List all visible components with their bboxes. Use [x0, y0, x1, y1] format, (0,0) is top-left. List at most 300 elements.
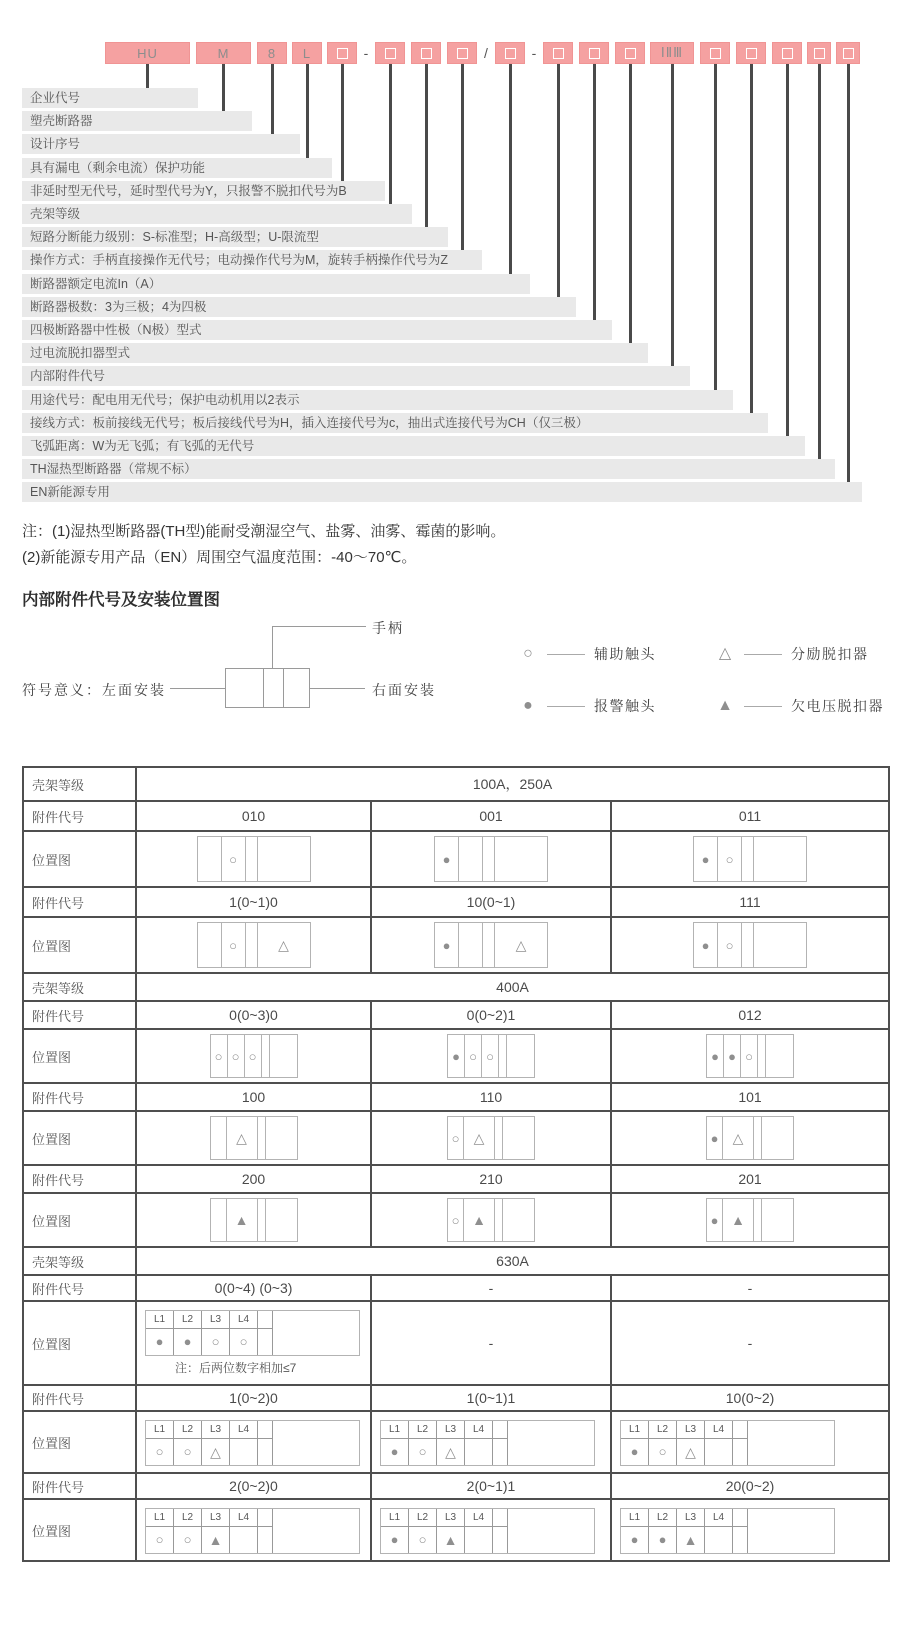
pole-header-cell: L2 — [409, 1421, 437, 1439]
pole-header-cell — [733, 1421, 748, 1439]
pole-header-cell: L1 — [621, 1509, 649, 1527]
frame-row-label: 壳架等级 — [23, 1247, 136, 1275]
diagram-slot — [483, 837, 495, 881]
legend-item — [715, 644, 869, 664]
legend-item-label: 分励脱扣器 — [791, 646, 869, 662]
code-label-bar: EN新能源专用 — [22, 482, 862, 502]
position-cell — [136, 1411, 371, 1473]
code-label-bar: 接线方式：板前接线无代号；板后接线代号为H，插入连接代号为c，抽出式连接代号为CH（仅三极） — [22, 413, 768, 433]
placeholder-square-icon — [385, 48, 396, 59]
code-line — [146, 64, 149, 91]
frame-value: 400A — [136, 973, 889, 1001]
diagram-slot — [718, 837, 742, 881]
contact-symbol-icon: ○ — [248, 1048, 257, 1064]
diagram-slot — [495, 1117, 503, 1159]
release-symbol-icon: △ — [236, 1130, 247, 1146]
code-line — [629, 64, 632, 346]
pole-header-cell — [258, 1311, 273, 1329]
code-line — [786, 64, 789, 439]
table-row — [23, 1473, 889, 1499]
contact-symbol-icon: ○ — [658, 1444, 667, 1459]
diagram-slot — [718, 923, 742, 967]
model-code-box — [495, 42, 525, 64]
diagram-slot — [146, 1527, 174, 1553]
position-diagram — [706, 1198, 794, 1242]
diagram-slot — [230, 1439, 258, 1465]
pole-header-cell — [258, 1421, 273, 1439]
legend-item — [518, 644, 656, 664]
release-symbol-icon: △ — [473, 1130, 485, 1146]
accessory-code: - — [371, 1275, 611, 1301]
accessory-code: 2(0~2)0 — [136, 1473, 371, 1499]
pole-header-cell — [493, 1509, 508, 1527]
placeholder-square-icon — [589, 48, 600, 59]
diagram-slot — [262, 1035, 270, 1077]
diagram-slot — [733, 1439, 748, 1465]
pole-diagram-box — [145, 1420, 360, 1466]
position-diagram — [137, 1420, 360, 1466]
model-code-box: M — [196, 42, 251, 64]
diagram-slot — [707, 1199, 723, 1241]
diagram-slot — [495, 1199, 503, 1241]
position-diagram — [706, 1116, 794, 1160]
accessory-code: 111 — [611, 887, 889, 917]
pole-header-cell: L2 — [649, 1421, 677, 1439]
diagram-slot — [742, 923, 754, 967]
release-symbol-icon: ▲ — [717, 697, 733, 714]
pole-header-cell: L3 — [437, 1509, 465, 1527]
contact-symbol-icon: ● — [630, 1532, 639, 1547]
placeholder-square-icon — [782, 48, 793, 59]
position-cell — [611, 1499, 889, 1561]
diagram-slot — [266, 1199, 297, 1241]
model-code-box — [375, 42, 405, 64]
code-line — [671, 64, 674, 369]
diagram-slot — [762, 1199, 793, 1241]
diagram-slot — [246, 837, 258, 881]
right-mount-label: 右面安装 — [372, 682, 436, 698]
diagram-slot — [435, 837, 459, 881]
table-row — [23, 1301, 889, 1385]
contact-symbol-icon: ○ — [523, 645, 533, 662]
table-row — [23, 1499, 889, 1561]
code-line — [341, 64, 344, 184]
note-line-1: 注：(1)湿热型断路器(TH型)能耐受潮湿空气、盐雾、油雾、霉菌的影响。 — [22, 523, 506, 540]
pole-header-cell — [733, 1509, 748, 1527]
accessory-code: 200 — [136, 1165, 371, 1193]
code-label-bar: 断路器极数：3为三极；4为四极 — [22, 297, 576, 317]
pole-header-cell: L1 — [146, 1311, 174, 1329]
position-cell — [136, 1301, 371, 1385]
pole-diagram-box — [620, 1420, 835, 1466]
diagram-slot — [437, 1439, 465, 1465]
diagram-slot — [503, 1117, 534, 1159]
release-symbol-icon: ▲ — [731, 1212, 745, 1228]
position-cell — [371, 1111, 611, 1165]
pole-diagram-box — [620, 1508, 835, 1554]
diagram-slot — [381, 1527, 409, 1553]
position-diagram — [372, 1420, 595, 1466]
placeholder-square-icon — [505, 48, 516, 59]
diagram-slot — [464, 1199, 495, 1241]
code-line — [847, 64, 850, 485]
table-row — [23, 801, 889, 831]
pole-diagram-box — [380, 1508, 595, 1554]
breaker-outline — [225, 668, 310, 708]
code-label-bar: 塑壳断路器 — [22, 111, 252, 131]
legend-line — [547, 654, 585, 655]
accessory-table — [22, 766, 890, 1562]
legend-item — [715, 696, 884, 716]
model-code-box: HU — [105, 42, 190, 64]
accessory-code: 210 — [371, 1165, 611, 1193]
position-cell — [611, 917, 889, 973]
code-label-bar: 设计序号 — [22, 134, 300, 154]
contact-symbol-icon: ● — [390, 1444, 399, 1459]
table-row — [23, 973, 889, 1001]
code-line — [222, 64, 225, 114]
table-row — [23, 1111, 889, 1165]
diagram-slot — [754, 1199, 762, 1241]
accessory-code: 012 — [611, 1001, 889, 1029]
release-symbol-icon: △ — [732, 1130, 744, 1146]
code-line — [818, 64, 821, 462]
handle-label: 手柄 — [372, 620, 404, 636]
handle-line-vertical — [272, 626, 273, 668]
model-code-box — [579, 42, 609, 64]
release-symbol-icon: △ — [210, 1443, 221, 1460]
code-line — [750, 64, 753, 416]
contact-symbol-icon: ● — [523, 697, 533, 714]
diagram-slot — [448, 1035, 465, 1077]
diagram-slot — [227, 1117, 258, 1159]
position-diagram — [137, 1310, 360, 1376]
legend-item-label: 欠电压脱扣器 — [791, 698, 884, 714]
frame-row-label: 壳架等级 — [23, 973, 136, 1001]
legend-line — [744, 654, 782, 655]
pole-header-cell: L4 — [465, 1421, 493, 1439]
position-cell — [136, 1193, 371, 1247]
diagram-slot — [465, 1527, 493, 1553]
contact-symbol-icon: ○ — [469, 1048, 477, 1064]
table-row — [23, 1411, 889, 1473]
diagram-slot — [146, 1329, 174, 1355]
position-diagram — [447, 1116, 535, 1160]
diagram-slot — [202, 1329, 230, 1355]
frame-value: 630A — [136, 1247, 889, 1275]
pole-header-cell: L2 — [409, 1509, 437, 1527]
position-diagram — [434, 836, 548, 882]
model-code-box — [836, 42, 860, 64]
position-diagram — [210, 1034, 298, 1078]
code-row-label: 附件代号 — [23, 1385, 136, 1411]
accessory-code: 100 — [136, 1083, 371, 1111]
diagram-slot — [146, 1439, 174, 1465]
diagram-slot — [222, 837, 246, 881]
release-symbol-icon: △ — [445, 1443, 456, 1460]
pole-header-cell: L3 — [202, 1421, 230, 1439]
accessory-code: 20(0~2) — [611, 1473, 889, 1499]
position-diagram — [372, 1508, 595, 1554]
accessory-code: 0(0~4) (0~3) — [136, 1275, 371, 1301]
diagram-slot — [198, 923, 222, 967]
diagram-slot — [230, 1527, 258, 1553]
table-row — [23, 831, 889, 887]
contact-symbol-icon: ○ — [418, 1444, 427, 1459]
diagram-slot — [258, 1439, 273, 1465]
contact-symbol-icon: ○ — [214, 1048, 223, 1064]
release-symbol-icon: △ — [718, 645, 732, 662]
pole-header-cell: L4 — [230, 1421, 258, 1439]
position-cell — [611, 1193, 889, 1247]
diagram-slot — [258, 1329, 273, 1355]
accessory-code: 1(0~1)1 — [371, 1385, 611, 1411]
diagram-slot — [266, 1117, 297, 1159]
note-line-2: (2)新能源专用产品（EN）周围空气温度范围：-40～70℃。 — [22, 549, 417, 566]
contact-symbol-icon: ○ — [725, 851, 734, 867]
position-cell — [136, 1499, 371, 1561]
table-row — [23, 1001, 889, 1029]
diagram-slot — [493, 1439, 508, 1465]
diagram-slot — [448, 1117, 464, 1159]
left-mount-label: 符号意义：左面安装 — [22, 682, 166, 698]
position-cell: - — [371, 1301, 611, 1385]
code-row-label: 附件代号 — [23, 1473, 136, 1499]
diagram-slot — [649, 1527, 677, 1553]
code-label-bar: 非延时型无代号，延时型代号为Y，只报警不脱扣代号为B — [22, 181, 385, 201]
diagram-slot — [258, 923, 310, 967]
position-diagram — [447, 1034, 535, 1078]
diagram-slot — [754, 923, 806, 967]
position-cell — [371, 831, 611, 887]
release-symbol-icon: ▲ — [443, 1531, 458, 1548]
code-label-bar: 企业代号 — [22, 88, 198, 108]
diagram-slot — [724, 1035, 741, 1077]
release-symbol-icon: △ — [685, 1443, 696, 1460]
accessory-code: 101 — [611, 1083, 889, 1111]
diagram-slot — [448, 1199, 464, 1241]
position-cell — [371, 1411, 611, 1473]
diagram-slot — [258, 1199, 266, 1241]
diagram-slot — [723, 1117, 754, 1159]
frame-value: 100A，250A — [136, 767, 889, 801]
handle-line — [272, 626, 366, 627]
position-diagram — [693, 836, 807, 882]
placeholder-square-icon — [553, 48, 564, 59]
pole-header-cell: L4 — [705, 1421, 733, 1439]
position-diagram — [210, 1116, 298, 1160]
position-row-label: 位置图 — [23, 831, 136, 887]
diagram-slot — [758, 1035, 766, 1077]
model-code-box — [411, 42, 441, 64]
model-code-box — [327, 42, 357, 64]
diagram-slot — [495, 837, 547, 881]
position-cell — [371, 1193, 611, 1247]
code-line — [593, 64, 596, 323]
pole-header-cell: L4 — [705, 1509, 733, 1527]
diagram-slot — [381, 1439, 409, 1465]
pole-header-cell: L3 — [202, 1509, 230, 1527]
pole-header-cell — [493, 1421, 508, 1439]
placeholder-square-icon — [710, 48, 721, 59]
contact-symbol-icon: ○ — [231, 1048, 240, 1064]
diagram-slot — [741, 1035, 758, 1077]
pole-header-cell: L3 — [202, 1311, 230, 1329]
contact-symbol-icon: ● — [728, 1048, 736, 1064]
position-diagram — [693, 922, 807, 968]
contact-symbol-icon: ● — [701, 937, 710, 953]
frame-row-label: 壳架等级 — [23, 767, 136, 801]
model-code-box: 8 — [257, 42, 287, 64]
code-label-bar: 短路分断能力级别：S-标准型；H-高级型；U-限流型 — [22, 227, 448, 247]
contact-symbol-icon: ○ — [183, 1444, 192, 1459]
accessory-code: 2(0~1)1 — [371, 1473, 611, 1499]
code-line — [461, 64, 464, 253]
code-label-bar: TH湿热型断路器（常规不标） — [22, 459, 835, 479]
table-row — [23, 1385, 889, 1411]
contact-symbol-icon: ● — [442, 937, 451, 953]
contact-symbol-icon: ● — [442, 851, 451, 867]
position-diagram — [137, 1508, 360, 1554]
code-label-bar: 四极断路器中性极（N极）型式 — [22, 320, 612, 340]
release-symbol-icon: ▲ — [208, 1531, 223, 1548]
position-diagram — [434, 922, 548, 968]
position-diagram — [706, 1034, 794, 1078]
accessory-code: 001 — [371, 801, 611, 831]
code-line — [425, 64, 428, 230]
pole-header-cell: L3 — [677, 1509, 705, 1527]
diagram-slot — [762, 1117, 793, 1159]
pole-header-cell: L1 — [146, 1509, 174, 1527]
pole-header-cell: L1 — [381, 1509, 409, 1527]
diagram-slot — [258, 837, 310, 881]
pole-header-cell: L3 — [437, 1421, 465, 1439]
contact-symbol-icon: ○ — [239, 1334, 248, 1349]
contact-symbol-icon: ● — [452, 1048, 460, 1064]
diagram-slot — [465, 1439, 493, 1465]
position-diagram — [210, 1198, 298, 1242]
table-row — [23, 917, 889, 973]
release-symbol-icon: ▲ — [683, 1531, 698, 1548]
diagram-slot — [211, 1035, 228, 1077]
table-row — [23, 887, 889, 917]
pole-header-cell: L1 — [381, 1421, 409, 1439]
model-code-box: ⅠⅡⅢ — [650, 42, 694, 64]
diagram-slot — [723, 1199, 754, 1241]
placeholder-square-icon — [746, 48, 757, 59]
table-row — [23, 767, 889, 801]
diagram-slot — [677, 1439, 705, 1465]
contact-symbol-icon: ○ — [451, 1130, 460, 1146]
code-label-bar: 具有漏电（剩余电流）保护功能 — [22, 158, 332, 178]
diagram-slot — [228, 1035, 245, 1077]
code-label-bar: 飞弧距离：W为无飞弧；有飞弧的无代号 — [22, 436, 805, 456]
diagram-slot — [705, 1439, 733, 1465]
diagram-slot — [465, 1035, 482, 1077]
contact-symbol-icon: ○ — [183, 1532, 192, 1547]
position-row-label: 位置图 — [23, 1499, 136, 1561]
diagram-slot — [211, 1199, 227, 1241]
diagram-slot — [437, 1527, 465, 1553]
contact-symbol-icon: ● — [630, 1444, 639, 1459]
model-code-box — [615, 42, 645, 64]
legend-line — [744, 706, 782, 707]
code-label-bar: 内部附件代号 — [22, 366, 690, 386]
right-mount-line — [310, 688, 365, 689]
code-line — [271, 64, 274, 137]
code-label-bar: 过电流脱扣器型式 — [22, 343, 648, 363]
code-label-bar: 操作方式：手柄直接操作无代号；电动操作代号为M，旋转手柄操作代号为Z — [22, 250, 482, 270]
diagram-slot — [459, 837, 483, 881]
contact-symbol-icon: ○ — [155, 1444, 164, 1459]
diagram-slot — [733, 1527, 748, 1553]
code-row-label: 附件代号 — [23, 1001, 136, 1029]
contact-symbol-icon: ● — [711, 1048, 719, 1064]
pole-header-cell: L3 — [677, 1421, 705, 1439]
model-code-box — [736, 42, 766, 64]
pole-header-cell: L2 — [174, 1311, 202, 1329]
diagram-slot — [270, 1035, 297, 1077]
diagram-slot — [174, 1439, 202, 1465]
diagram-slot — [246, 923, 258, 967]
position-cell — [136, 1029, 371, 1083]
position-cell — [371, 1029, 611, 1083]
accessory-code: 0(0~2)1 — [371, 1001, 611, 1029]
diagram-slot — [230, 1329, 258, 1355]
position-diagram — [612, 1508, 835, 1554]
accessory-position-table — [22, 766, 890, 1562]
diagram-slot — [174, 1527, 202, 1553]
position-cell — [136, 831, 371, 887]
contact-symbol-icon: ○ — [451, 1212, 460, 1228]
contact-symbol-icon: ○ — [725, 937, 734, 953]
code-line — [557, 64, 560, 300]
accessory-code: 011 — [611, 801, 889, 831]
position-row-label: 位置图 — [23, 1193, 136, 1247]
accessory-code: 0(0~3)0 — [136, 1001, 371, 1029]
contact-symbol-icon: ○ — [155, 1532, 164, 1547]
contact-symbol-icon: ○ — [229, 937, 237, 953]
model-code-box — [447, 42, 477, 64]
code-row-label: 附件代号 — [23, 1275, 136, 1301]
pole-header-cell: L2 — [174, 1421, 202, 1439]
diagram-slot — [503, 1199, 534, 1241]
diagram-slot — [227, 1199, 258, 1241]
position-row-label: 位置图 — [23, 1029, 136, 1083]
model-code-separator: - — [363, 45, 369, 61]
contact-symbol-icon: ● — [710, 1212, 719, 1228]
pole-header-cell: L2 — [649, 1509, 677, 1527]
diagram-slot — [495, 923, 547, 967]
pole-header-cell: L4 — [230, 1509, 258, 1527]
position-cell — [136, 917, 371, 973]
diagram-slot — [707, 1117, 723, 1159]
model-code-box — [772, 42, 802, 64]
diagram-slot — [705, 1527, 733, 1553]
position-cell — [136, 1111, 371, 1165]
accessory-code: 10(0~1) — [371, 887, 611, 917]
position-cell: - — [611, 1301, 889, 1385]
code-line — [714, 64, 717, 393]
diagram-slot — [621, 1527, 649, 1553]
diagram-slot — [742, 837, 754, 881]
diagram-slot — [677, 1527, 705, 1553]
accessory-code: 110 — [371, 1083, 611, 1111]
contact-symbol-icon: ○ — [418, 1532, 427, 1547]
contact-symbol-icon: ● — [710, 1130, 719, 1146]
diagram-slot — [435, 923, 459, 967]
diagram-slot — [202, 1439, 230, 1465]
